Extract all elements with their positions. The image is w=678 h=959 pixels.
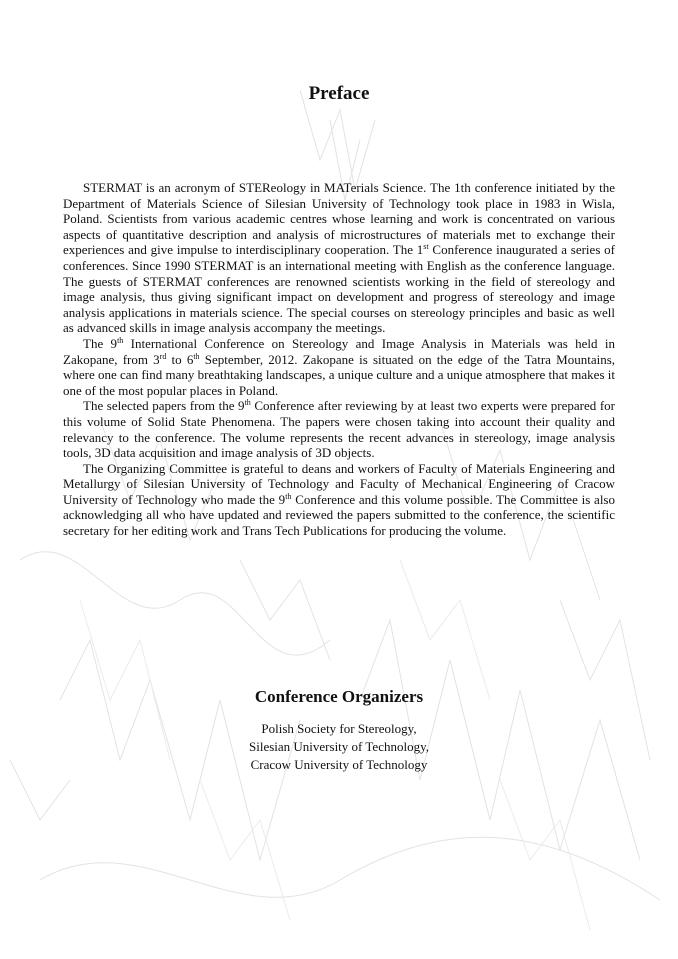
organizer-line: Cracow University of Technology (250, 757, 428, 772)
conference-organizers-title: Conference Organizers (254, 687, 424, 706)
paragraph-text: September, 2012. Zakopane is situated on the edge of the Tatra Mountains, where one can find many breathtaking landscapes, a unique culture and a unique atmosphere that makes it one of the most popular places in Poland. (63, 351, 616, 398)
ordinal-superscript: th (117, 335, 124, 345)
preface-paragraph (63, 336, 615, 398)
ordinal-superscript: th (193, 351, 200, 361)
paragraph-text: to 6 (166, 351, 194, 367)
conference-organizers-section (0, 686, 678, 774)
paragraph-text: The selected papers from the 9 (83, 398, 245, 414)
organizer-line: Polish Society for Stereology, (261, 721, 417, 736)
ordinal-superscript: rd (159, 351, 167, 361)
paragraph-text: The 9 (83, 335, 118, 351)
preface-paragraph (63, 461, 615, 539)
ordinal-superscript: th (244, 398, 251, 408)
page-title: Preface (308, 83, 370, 104)
paragraph-text: The Organizing Committee is grateful to deans and workers of Faculty of Materials Engineering and Metallurgy of Silesian University of Technology and Faculty of Mechanical Engineering of Cracow University of Technology who made the 9 (63, 460, 615, 507)
paragraph-text: International Conference on Stereology and Image Analysis in Materials was held in Zakopane, from 3 (63, 335, 615, 367)
organizer-line: Silesian University of Technology, (249, 739, 429, 754)
paragraph-text: Conference and this volume possible. The Committee is also acknowledging all who have updated and reviewed the papers submitted to the conference, the scientific secretary for her editing work and Trans Tech Publications for producing the volume. (63, 491, 615, 539)
preface-body (63, 180, 615, 539)
preface-paragraph (63, 398, 615, 460)
paragraph-text: Conference inaugurated a series of conferences. Since 1990 STERMAT is an international meeting with English as the conference language. The guests of STERMAT conferences are renowned scientists working in the field of stereology and image analysis, thus giving significant impact on development and progress of stereology and image analysis applications in materials science. The special courses on stereology principles and basic as well as advanced skills in image analysis accompany the meetings. (63, 242, 615, 336)
preface-paragraph (63, 180, 615, 336)
ordinal-superscript: th (285, 491, 292, 501)
paragraph-text: Conference after reviewing by at least two experts were prepared for this volume of Solid State Phenomena. The papers were chosen taking into account their quality and relevancy to the conference. The volume represents the recent advances in stereology, image analysis tools, 3D data acquisition and image analysis of 3D objects. (63, 398, 615, 461)
paragraph-text: STERMAT is an acronym of STEReology in MATerials Science. The 1th conference initiated by the Department of Materials Science of Silesian University of Technology took place in 1983 in Wisla, Poland. Scientists from various academic centres whose learning and work is concentrated on various aspects of quantitative description and analysis of microstructures of materials met to exchange their experiences and give impulse to interdisciplinary cooperation. The 1 (63, 180, 615, 258)
ordinal-superscript: st (423, 242, 429, 252)
